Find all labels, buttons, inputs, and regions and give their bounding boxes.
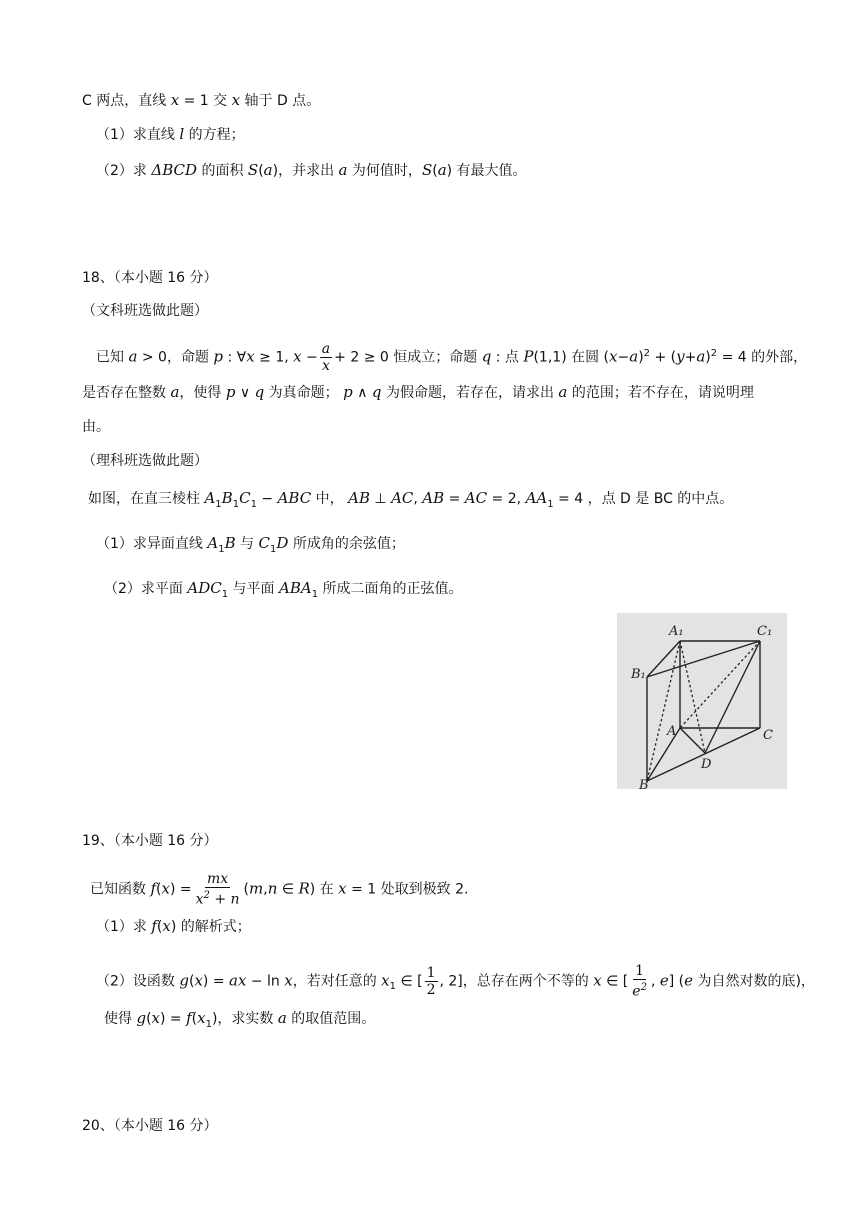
prism-diagram — [617, 613, 787, 789]
q19-part3: 使得 $g(x) = f(x_1)$，求实数 a 的取值范围。 — [104, 1009, 376, 1030]
q19-header: 19、（本小题 16 分） — [82, 833, 218, 849]
q18-li-part1: （1）求异面直线 $A_1B$ 与 $C_1D$ 所成角的余弦值； — [96, 534, 405, 555]
label-A: A — [667, 724, 677, 739]
q18-wen-body-line1: 已知 a > 0，命题 p : ∀x ≥ 1, x − $\frac{a}{x}$ + 2 ≥ 0 恒成立；命题 q : 点 P(1,1) 在圆 $(x-a)^2 + (y+a)^2 = 4$ 的外部， — [96, 341, 808, 374]
label-A1: A₁ — [669, 624, 684, 639]
q18-li-body: 如图，在直三棱柱 $A_1B_1C_1$ − ABC 中， AB ⊥ AC, AB = AC = 2, $AA_1 = 4$ ，点 D 是 BC 的中点。 — [88, 489, 734, 510]
label-C1: C₁ — [757, 624, 773, 639]
q18-li-label: （理科班选做此题） — [82, 453, 208, 469]
q18-wen-label: （文科班选做此题） — [82, 303, 208, 319]
text-line-c-points: C 两点，直线 x = 1 交 x 轴于 D 点。 — [82, 91, 321, 109]
label-B1: B₁ — [631, 667, 646, 682]
q18-wen-body-line2: 是否存在整数 a，使得 p ∨ q 为真命题； p ∧ q 为假命题，若存在，请求出 a 的范围；若不存在，请说明理 — [82, 383, 754, 401]
label-B: B — [639, 778, 649, 789]
text-line-q17-part1: （1）求直线 l 的方程； — [96, 125, 245, 143]
label-C: C — [763, 728, 773, 743]
q18-wen-body-line3: 由。 — [82, 419, 110, 435]
q18-li-part2: （2）求平面 $ADC_1$ 与平面 $ABA_1$ 所成二面角的正弦值。 — [104, 579, 463, 600]
label-D: D — [701, 757, 712, 772]
q19-part2: （2）设函数 g(x) = ax − ln x，若对任意的 $x_1$ ∈ [ $\frac{1}{2}$ , 2]，总存在两个不等的 x ∈ [ $\frac{1}{e^2}$ , e] (e 为自然对数的底)， — [96, 963, 815, 1000]
text-line-q17-part2: （2）求 ΔBCD 的面积 S(a)，并求出 a 为何值时，S(a) 有最大值。 — [96, 161, 527, 179]
q18-header: 18、（本小题 16 分） — [82, 270, 218, 286]
q20-header: 20、（本小题 16 分） — [82, 1118, 218, 1134]
q19-body: 已知函数 f(x) = $\frac{mx}{x^2 + n}$ (m,n ∈ R) 在 x = 1 处取到极致 2. — [90, 871, 469, 908]
prism-figure — [617, 613, 787, 789]
q19-part1: （1）求 f(x) 的解析式； — [96, 917, 251, 935]
